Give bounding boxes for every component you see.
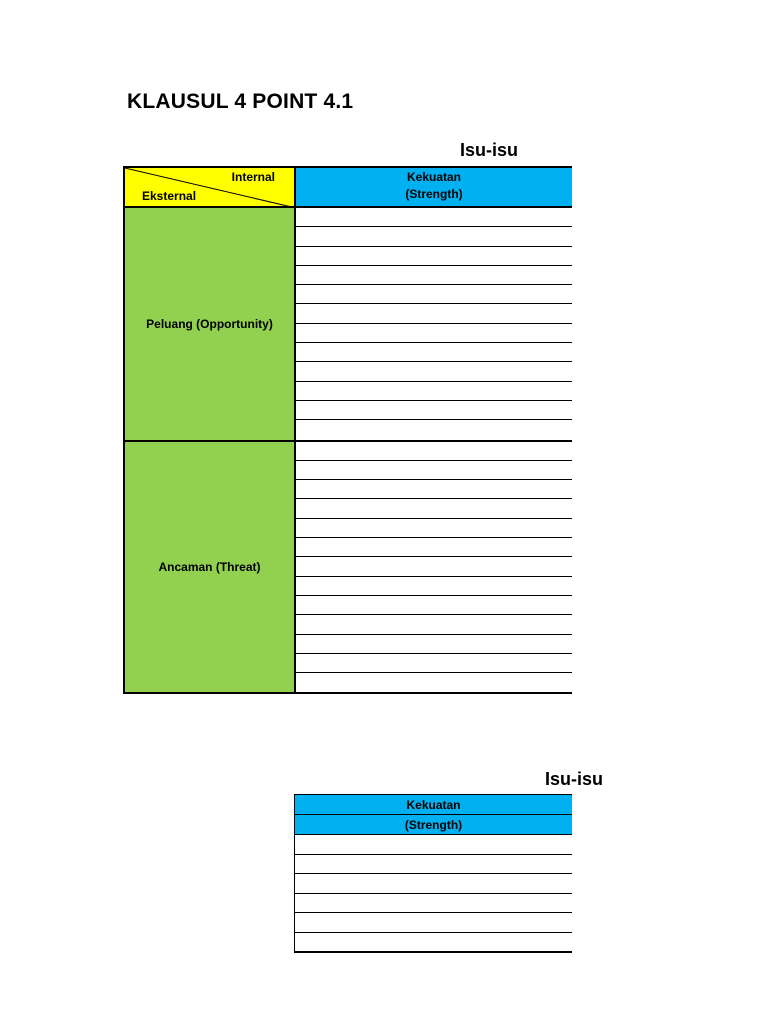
- table-row[interactable]: [296, 304, 572, 323]
- table-row[interactable]: [296, 247, 572, 266]
- table-row[interactable]: [296, 577, 572, 596]
- table-row[interactable]: [295, 933, 572, 953]
- corner-cell: [123, 166, 294, 206]
- strength-header: [294, 166, 572, 206]
- strength-header-line2: (Strength): [405, 187, 463, 201]
- group-label-threat: Ancaman (Threat): [123, 440, 294, 693]
- strength-header-line1: Kekuatan: [406, 170, 462, 184]
- table-row[interactable]: [296, 596, 572, 615]
- table-row[interactable]: [296, 285, 572, 304]
- table-row[interactable]: [295, 913, 572, 933]
- table-row[interactable]: [296, 382, 572, 401]
- group-rows-threat: [294, 440, 572, 693]
- table-row[interactable]: [296, 401, 572, 420]
- strength-table-header-line2: (Strength): [295, 815, 572, 835]
- group-rows-opportunity: [294, 206, 572, 440]
- matrix-bottom-border: [123, 692, 572, 694]
- internal-label: Internal: [231, 170, 275, 184]
- table-row[interactable]: [296, 343, 572, 362]
- table-row[interactable]: [296, 519, 572, 538]
- table-row[interactable]: [296, 635, 572, 654]
- strength-table: [294, 794, 572, 953]
- table-row[interactable]: [295, 874, 572, 894]
- table-row[interactable]: [296, 538, 572, 557]
- table-row[interactable]: [296, 673, 572, 692]
- table-row[interactable]: [296, 227, 572, 246]
- table-row[interactable]: [296, 442, 572, 461]
- table-row[interactable]: [296, 208, 572, 227]
- table-row[interactable]: [296, 557, 572, 576]
- group-label-opportunity: Peluang (Opportunity): [123, 206, 294, 440]
- table-row[interactable]: [296, 654, 572, 673]
- table-row[interactable]: [296, 266, 572, 285]
- table-row[interactable]: [296, 362, 572, 381]
- section-title-issues-2: Isu-isu: [545, 769, 604, 789]
- strength-table-rows: [295, 835, 572, 952]
- strength-table-header-line1: Kekuatan: [295, 795, 572, 815]
- external-label: Eksternal: [142, 189, 197, 203]
- table-row[interactable]: [295, 894, 572, 914]
- section-title-issues: Isu-isu: [460, 140, 519, 160]
- group-threat: [123, 440, 572, 693]
- table-row[interactable]: [296, 615, 572, 634]
- table-row[interactable]: [296, 480, 572, 499]
- group-opportunity: [123, 206, 572, 440]
- table-row[interactable]: [295, 855, 572, 875]
- table-row[interactable]: [296, 324, 572, 343]
- swot-matrix: [123, 166, 572, 694]
- table-row[interactable]: [296, 499, 572, 518]
- table-row[interactable]: [296, 420, 572, 439]
- matrix-header-row: [123, 166, 572, 206]
- table-row[interactable]: [296, 461, 572, 480]
- document-title: KLAUSUL 4 POINT 4.1: [127, 90, 354, 113]
- table-row[interactable]: [295, 835, 572, 855]
